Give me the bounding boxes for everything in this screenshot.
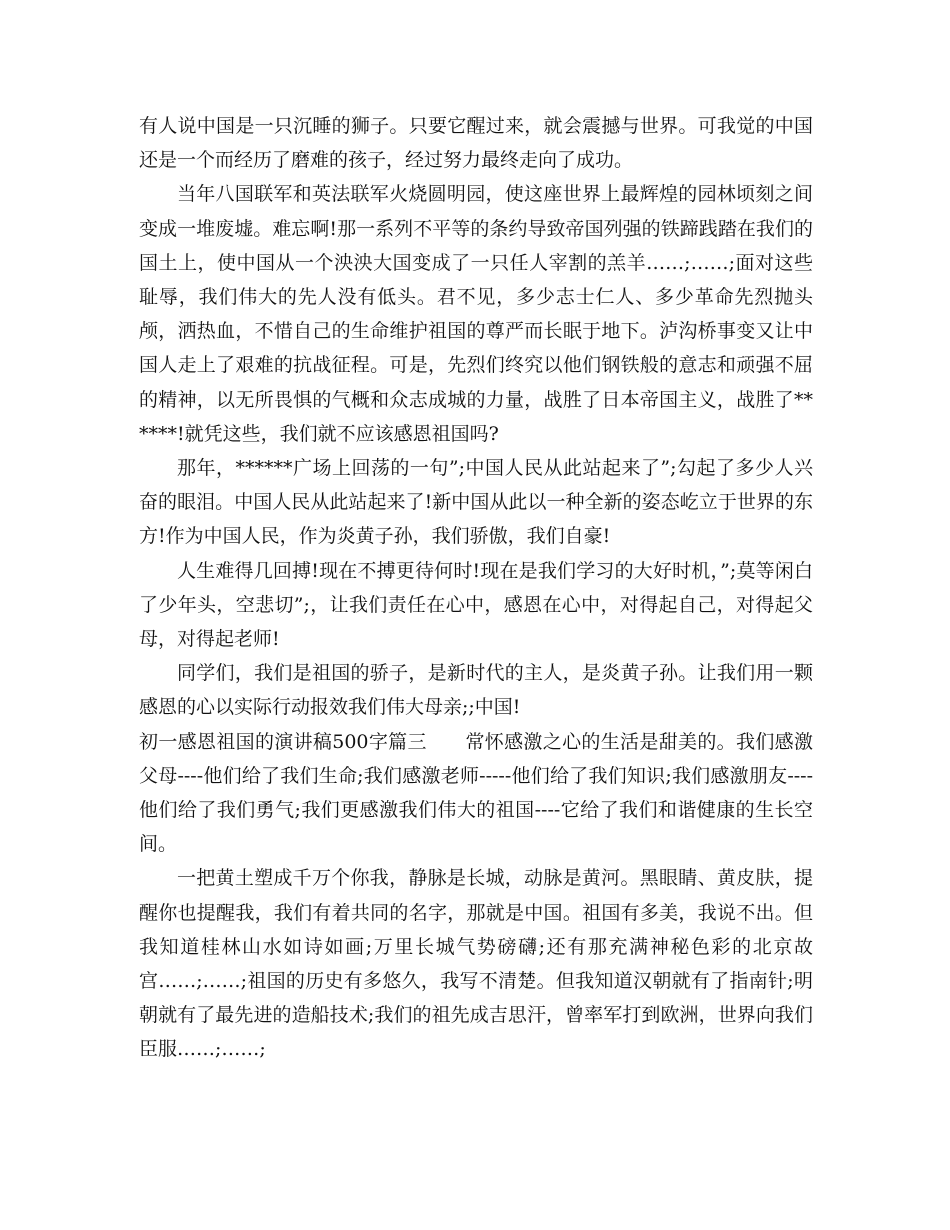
paragraph-speech-three: 初一感恩祖国的演讲稿500字篇三 常怀感激之心的生活是甜美的。我们感激父母----他们给了我们生命;我们感激老师-----他们给了我们知识;我们感激朋友----他们给了我们勇气;我们更感激我们伟大的祖国----它给了我们和谐健康的生长空间。 bbox=[139, 730, 813, 856]
document-body bbox=[139, 109, 813, 1067]
paragraph-intro: 有人说中国是一只沉睡的狮子。只要它醒过来，就会震撼与世界。可我觉的中国还是一个而经历了磨难的孩子，经过努力最终走向了成功。 bbox=[139, 115, 813, 172]
paragraph-students: 同学们，我们是祖国的骄子，是新时代的主人，是炎黄子孙。让我们用一颗感恩的心以实际行动报效我们伟大母亲;;中国! bbox=[139, 662, 813, 719]
paragraph-founding: 那年，******广场上回荡的一句”;中国人民从此站起来了”;勾起了多少人兴奋的眼泪。中国人民从此站起来了!新中国从此以一种全新的姿态屹立于世界的东方!作为中国人民，作为炎黄子孙，我们骄傲，我们自豪! bbox=[139, 457, 813, 548]
paragraph-homeland: 一把黄土塑成千万个你我，静脉是长城，动脉是黄河。黑眼睛、黄皮肤，提醒你也提醒我，我们有着共同的名字，那就是中国。祖国有多美，我说不出。但我知道桂林山水如诗如画;万里长城气势磅礴;还有那充满神秘色彩的北京故宫……;……;祖国的历史有多悠久，我写不清楚。但我知道汉朝就有了指南针;明朝就有了最先进的造船技术;我们的祖先成吉思汗，曾率军打到欧洲，世界向我们臣服……;……; bbox=[139, 867, 813, 1061]
paragraph-history: 当年八国联军和英法联军火烧圆明园，使这座世界上最辉煌的园林顷刻之间变成一堆废墟。难忘啊!那一系列不平等的条约导致帝国列强的铁蹄践踏在我们的国土上，使中国从一个泱泱大国变成了一只任人宰割的羔羊……;……;面对这些耻辱，我们伟大的先人没有低头。君不见，多少志士仁人、多少革命先烈抛头颅，洒热血，不惜自己的生命维护祖国的尊严而长眠于地下。泸沟桥事变又让中国人走上了艰难的抗战征程。可是，先烈们终究以他们钢铁般的意志和顽强不屈的精神，以无所畏惧的气概和众志成城的力量，战胜了日本帝国主义，战胜了******!就凭这些，我们就不应该感恩祖国吗? bbox=[139, 183, 813, 445]
paragraph-youth: 人生难得几回搏!现在不搏更待何时!现在是我们学习的大好时机，”;莫等闲白了少年头，空悲切”;，让我们责任在心中，感恩在心中，对得起自己，对得起父母，对得起老师! bbox=[139, 559, 813, 651]
